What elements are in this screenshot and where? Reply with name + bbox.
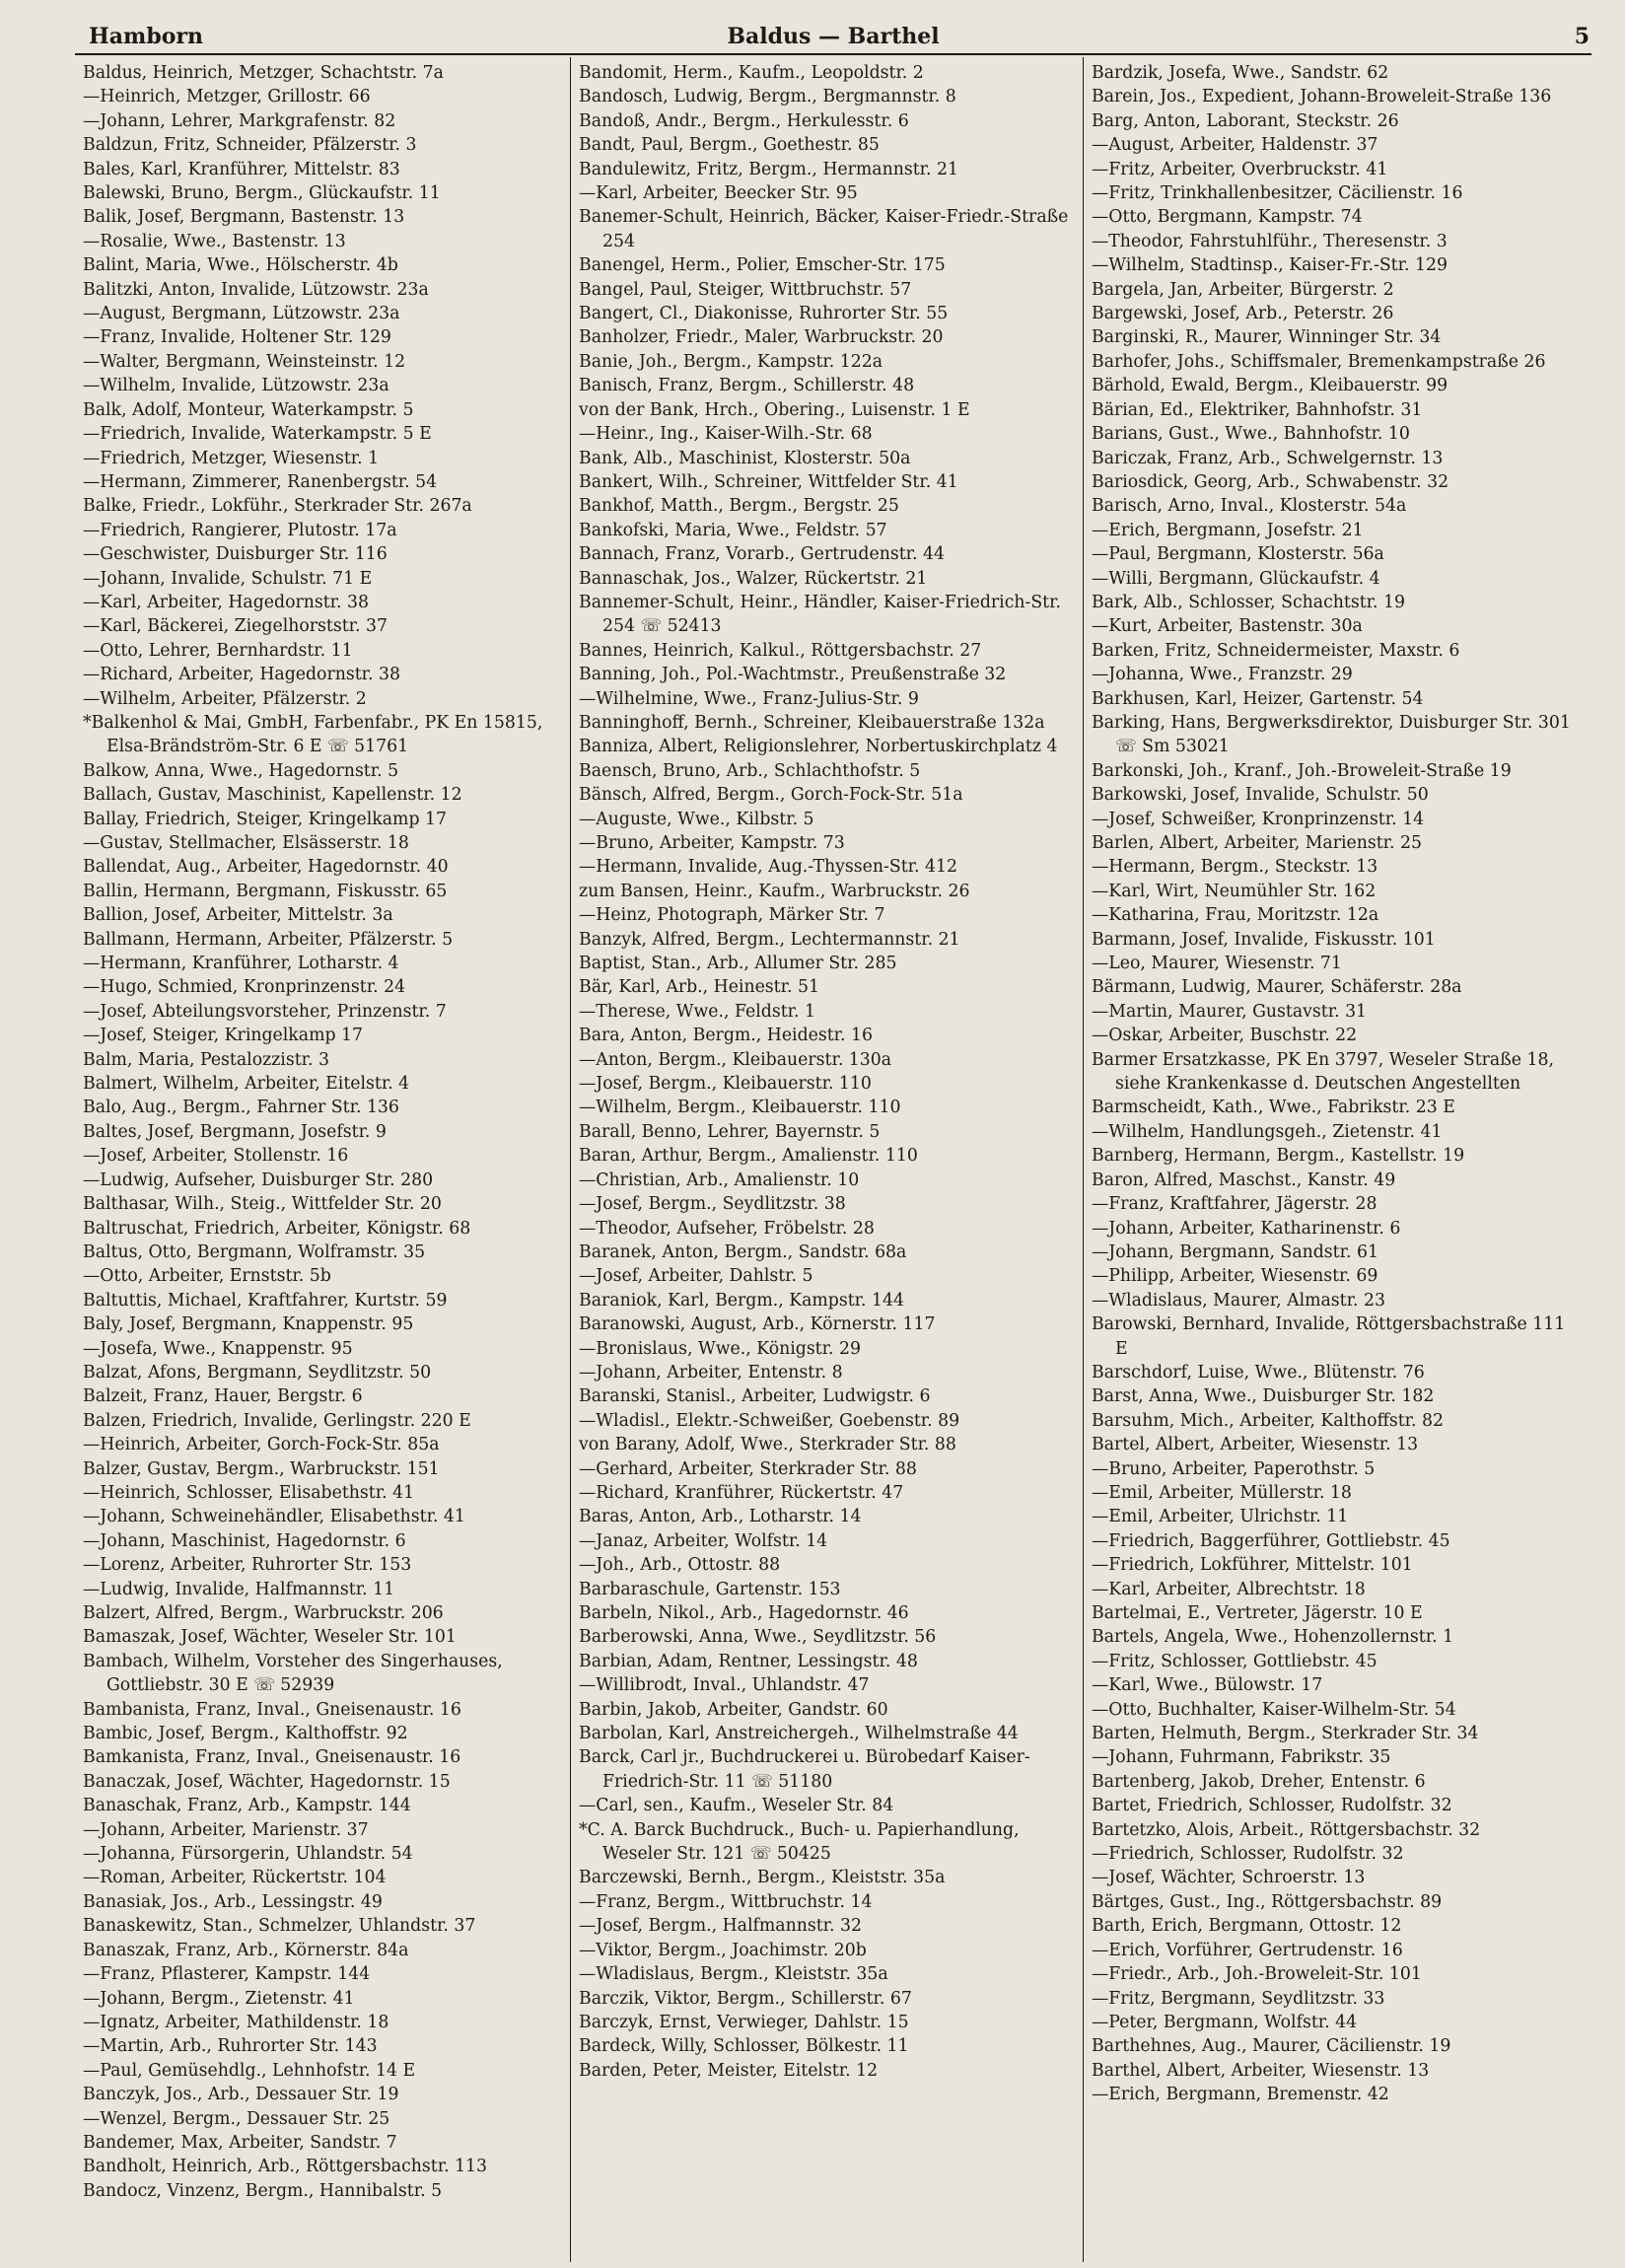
directory-entry: —Martin, Maurer, Gustavstr. 31 <box>1092 1001 1368 1022</box>
directory-entry: —Rosalie, Wwe., Bastenstr. 13 <box>83 231 346 251</box>
directory-entry: —Erich, Vorführer, Gertrudenstr. 16 <box>1092 1940 1403 1960</box>
directory-entry: Ballmann, Hermann, Arbeiter, Pfälzerstr. 5 <box>83 929 454 950</box>
directory-entry: Barczik, Viktor, Bergm., Schillerstr. 67 <box>579 1988 912 2009</box>
directory-entry: Banaschak, Franz, Arb., Kampstr. 144 <box>83 1796 411 1816</box>
directory-entry: Balkow, Anna, Wwe., Hagedornstr. 5 <box>83 760 399 781</box>
directory-entry: —Bronislaus, Wwe., Königstr. 29 <box>579 1338 861 1359</box>
directory-entry: —Otto, Buchhalter, Kaiser-Wilhelm-Str. 54 <box>1092 1699 1456 1720</box>
directory-entry: —Auguste, Wwe., Kilbstr. 5 <box>579 809 814 829</box>
directory-entry: Bangert, Cl., Diakonisse, Ruhrorter Str. 55 <box>579 304 949 324</box>
directory-entry: Banemer-Schult, Heinrich, Bäcker, Kaiser-Friedr.-Straße 254 <box>579 207 1069 251</box>
directory-entry: —Roman, Arbeiter, Rückertstr. 104 <box>83 1868 387 1888</box>
directory-entry: Baras, Anton, Arb., Lotharstr. 14 <box>579 1507 862 1527</box>
directory-entry: Bannach, Franz, Vorarb., Gertrudenstr. 44 <box>579 544 945 565</box>
directory-entry: —Anton, Bergm., Kleibauerstr. 130a <box>579 1049 892 1070</box>
directory-entry: Barking, Hans, Bergwerksdirektor, Duisburger Str. 301 ☏ Sm 53021 <box>1092 712 1571 757</box>
directory-entry: —Katharina, Frau, Moritzstr. 12a <box>1092 905 1379 926</box>
column-1 <box>75 57 570 2262</box>
directory-entry: —Franz, Invalide, Holtener Str. 129 <box>83 327 391 348</box>
directory-entry: —Gerhard, Arbeiter, Sterkrader Str. 88 <box>579 1458 917 1479</box>
directory-entry: Bamaszak, Josef, Wächter, Weseler Str. 101 <box>83 1627 457 1648</box>
directory-entry: Bärmann, Ludwig, Maurer, Schäferstr. 28a <box>1092 977 1462 998</box>
directory-entry: Bartels, Angela, Wwe., Hohenzollernstr. 1 <box>1092 1627 1454 1648</box>
directory-entry: —Emil, Arbeiter, Ulrichstr. 11 <box>1092 1507 1349 1527</box>
directory-entry: —Carl, sen., Kaufm., Weseler Str. 84 <box>579 1796 894 1816</box>
directory-entry: —Walter, Bergmann, Weinsteinstr. 12 <box>83 351 406 372</box>
directory-entry: Bankhof, Matth., Bergm., Bergstr. 25 <box>579 496 899 517</box>
directory-entry: —Johann, Arbeiter, Katharinenstr. 6 <box>1092 1218 1401 1239</box>
directory-entry: —Josef, Schweißer, Kronprinzenstr. 14 <box>1092 809 1425 829</box>
directory-entry: —Karl, Arbeiter, Beecker Str. 95 <box>579 183 858 204</box>
directory-entry: —Hermann, Zimmerer, Ranenbergstr. 54 <box>83 471 438 492</box>
directory-entry: —Wladisl., Elektr.-Schweißer, Goebenstr. 89 <box>579 1410 960 1431</box>
directory-entry: Barein, Jos., Expedient, Johann-Broweleit-Straße 136 <box>1092 87 1552 107</box>
directory-entry: Barthehnes, Aug., Maurer, Cäcilienstr. 19 <box>1092 2036 1451 2057</box>
directory-entry: Balthasar, Wilh., Steig., Wittfelder Str. 20 <box>83 1194 442 1215</box>
directory-entry: —Wilhelm, Stadtinsp., Kaiser-Fr.-Str. 129 <box>1092 255 1448 276</box>
directory-entry: Baron, Alfred, Maschst., Kanstr. 49 <box>1092 1169 1396 1190</box>
directory-entry: Banie, Joh., Bergm., Kampstr. 122a <box>579 351 883 372</box>
directory-entry: —Josef, Bergm., Kleibauerstr. 110 <box>579 1074 872 1095</box>
directory-entry: Ballendat, Aug., Arbeiter, Hagedornstr. 40 <box>83 857 449 878</box>
directory-entry: Bardeck, Willy, Schlosser, Bölkestr. 11 <box>579 2036 909 2057</box>
directory-entry: —Gustav, Stellmacher, Elsässerstr. 18 <box>83 833 409 853</box>
directory-entry: —Philipp, Arbeiter, Wiesenstr. 69 <box>1092 1266 1378 1287</box>
directory-entry: Bambanista, Franz, Inval., Gneisenaustr. 16 <box>83 1699 461 1720</box>
directory-entry: Barth, Erich, Bergmann, Ottostr. 12 <box>1092 1916 1402 1937</box>
directory-entry: Balzen, Friedrich, Invalide, Gerlingstr. 220 E <box>83 1410 471 1431</box>
entry-columns <box>75 57 1591 2262</box>
directory-entry: Bandosch, Ludwig, Bergm., Bergmannstr. 8 <box>579 87 956 107</box>
directory-entry: Bargela, Jan, Arbeiter, Bürgerstr. 2 <box>1092 279 1394 300</box>
directory-entry: Bambic, Josef, Bergm., Kalthoffstr. 92 <box>83 1724 408 1744</box>
directory-entry: —Bruno, Arbeiter, Kampstr. 73 <box>579 833 845 853</box>
directory-entry: Barberowski, Anna, Wwe., Seydlitzstr. 56 <box>579 1627 937 1648</box>
directory-entry: Barmann, Josef, Invalide, Fiskusstr. 101 <box>1092 929 1436 950</box>
directory-entry: —Heinrich, Schlosser, Elisabethstr. 41 <box>83 1482 415 1503</box>
directory-entry: —Theodor, Aufseher, Fröbelstr. 28 <box>579 1218 875 1239</box>
directory-entry: Balm, Maria, Pestalozzistr. 3 <box>83 1049 329 1070</box>
directory-entry: Bardzik, Josefa, Wwe., Sandstr. 62 <box>1092 63 1389 83</box>
directory-entry: Banaszak, Franz, Arb., Körnerstr. 84a <box>83 1940 409 1960</box>
directory-entry: Barians, Gust., Wwe., Bahnhofstr. 10 <box>1092 424 1410 445</box>
directory-entry: Bandt, Paul, Bergm., Goethestr. 85 <box>579 135 880 156</box>
directory-entry: Barst, Anna, Wwe., Duisburger Str. 182 <box>1092 1386 1435 1407</box>
directory-entry: —Fritz, Bergmann, Seydlitzstr. 33 <box>1092 1988 1385 2009</box>
directory-entry: Bartelmai, E., Vertreter, Jägerstr. 10 E <box>1092 1603 1423 1623</box>
directory-entry: —Hermann, Kranführer, Lotharstr. 4 <box>83 954 399 974</box>
directory-entry: Balzer, Gustav, Bergm., Warbruckstr. 151 <box>83 1458 440 1479</box>
directory-entry: —Johann, Schweinehändler, Elisabethstr. 41 <box>83 1507 465 1527</box>
header-city: Hamborn <box>89 24 203 49</box>
directory-entry: —Johann, Arbeiter, Entenstr. 8 <box>579 1362 843 1382</box>
directory-entry: Bandocz, Vinzenz, Bergm., Hannibalstr. 5 <box>83 2180 443 2201</box>
directory-entry: Bannaschak, Jos., Walzer, Rückertstr. 21 <box>579 568 928 589</box>
directory-entry: —Franz, Bergm., Wittbruchstr. 14 <box>579 1891 873 1912</box>
directory-entry: —Leo, Maurer, Wiesenstr. 71 <box>1092 954 1342 974</box>
directory-entry: —Richard, Arbeiter, Hagedornstr. 38 <box>83 665 400 685</box>
directory-entry: Barken, Fritz, Schneidermeister, Maxstr. 6 <box>1092 640 1460 661</box>
directory-entry: —Josef, Arbeiter, Dahlstr. 5 <box>579 1266 813 1287</box>
directory-entry: —Franz, Kraftfahrer, Jägerstr. 28 <box>1092 1194 1378 1215</box>
directory-entry: Balint, Maria, Wwe., Hölscherstr. 4b <box>83 255 398 276</box>
directory-entry: —Emil, Arbeiter, Müllerstr. 18 <box>1092 1482 1352 1503</box>
directory-entry: —Johann, Fuhrmann, Fabrikstr. 35 <box>1092 1747 1391 1768</box>
directory-entry: —Fritz, Arbeiter, Overbruckstr. 41 <box>1092 159 1388 179</box>
directory-entry: Barkhusen, Karl, Heizer, Gartenstr. 54 <box>1092 688 1424 709</box>
directory-entry: —Johanna, Fürsorgerin, Uhlandstr. 54 <box>83 1844 413 1865</box>
directory-entry: Banninghoff, Bernh., Schreiner, Kleibauerstraße 132a <box>579 712 1045 733</box>
directory-entry: Baltus, Otto, Bergmann, Wolframstr. 35 <box>83 1241 426 1262</box>
directory-entry: Baptist, Stan., Arb., Allumer Str. 285 <box>579 954 897 974</box>
directory-entry: Bänsch, Alfred, Bergm., Gorch-Fock-Str. 51a <box>579 785 963 806</box>
directory-entry: Bamkanista, Franz, Inval., Gneisenaustr. 16 <box>83 1747 461 1768</box>
directory-entry: —Willibrodt, Inval., Uhlandstr. 47 <box>579 1675 870 1696</box>
directory-entry: —Otto, Bergmann, Kampstr. 74 <box>1092 207 1363 228</box>
directory-entry: —Wilhelm, Bergm., Kleibauerstr. 110 <box>579 1098 901 1118</box>
column-2 <box>570 57 1083 2262</box>
directory-entry: Bärian, Ed., Elektriker, Bahnhofstr. 31 <box>1092 399 1423 420</box>
directory-entry: Barginski, R., Maurer, Winninger Str. 34 <box>1092 327 1442 348</box>
directory-entry: Bannemer-Schult, Heinr., Händler, Kaiser-Friedrich-Str. 254 ☏ 52413 <box>579 592 1061 637</box>
directory-entry: von der Bank, Hrch., Obering., Luisenstr. 1 E <box>579 399 970 420</box>
directory-entry: Bandemer, Max, Arbeiter, Sandstr. 7 <box>83 2132 397 2153</box>
page-number: 5 <box>1574 24 1590 49</box>
directory-entry: Baranek, Anton, Bergm., Sandstr. 68a <box>579 1241 907 1262</box>
directory-entry: —Karl, Arbeiter, Hagedornstr. 38 <box>83 592 370 612</box>
directory-entry: Banzyk, Alfred, Bergm., Lechtermannstr. 21 <box>579 929 960 950</box>
directory-entry: Balmert, Wilhelm, Arbeiter, Eitelstr. 4 <box>83 1074 410 1095</box>
directory-entry: —Wilhelm, Invalide, Lützowstr. 23a <box>83 376 389 396</box>
directory-entry: —Fritz, Trinkhallenbesitzer, Cäcilienstr. 16 <box>1092 183 1463 204</box>
directory-entry: Balzat, Afons, Bergmann, Seydlitzstr. 50 <box>83 1362 432 1382</box>
directory-entry: Bambach, Wilhelm, Vorsteher des Singerhauses, Gottliebstr. 30 E ☏ 52939 <box>83 1651 503 1696</box>
directory-entry: —Janaz, Arbeiter, Wolfstr. 14 <box>579 1530 828 1551</box>
directory-entry: —Friedrich, Metzger, Wiesenstr. 1 <box>83 448 380 468</box>
directory-entry: —Heinrich, Metzger, Grillostr. 66 <box>83 87 371 107</box>
directory-entry: —Karl, Wirt, Neumühler Str. 162 <box>1092 881 1377 901</box>
directory-entry: —Wilhelmine, Wwe., Franz-Julius-Str. 9 <box>579 688 919 709</box>
directory-entry: Banasiak, Jos., Arb., Lessingstr. 49 <box>83 1891 383 1912</box>
directory-entry: —Otto, Arbeiter, Ernststr. 5b <box>83 1266 331 1287</box>
directory-entry: Balzeit, Franz, Hauer, Bergstr. 6 <box>83 1386 363 1407</box>
directory-entry: —August, Bergmann, Lützowstr. 23a <box>83 304 400 324</box>
directory-entry: —Kurt, Arbeiter, Bastenstr. 30a <box>1092 616 1363 637</box>
directory-entry: Barsuhm, Mich., Arbeiter, Kalthoffstr. 82 <box>1092 1410 1444 1431</box>
directory-entry: —Johann, Bergmann, Sandstr. 61 <box>1092 1241 1378 1262</box>
directory-entry: —Geschwister, Duisburger Str. 116 <box>83 544 388 565</box>
directory-entry: —Friedrich, Schlosser, Rudolfstr. 32 <box>1092 1844 1404 1865</box>
directory-entry: Baltes, Josef, Bergmann, Josefstr. 9 <box>83 1121 387 1142</box>
directory-entry: Bär, Karl, Arb., Heinestr. 51 <box>579 977 819 998</box>
directory-entry: —Josef, Arbeiter, Stollenstr. 16 <box>83 1146 349 1167</box>
directory-entry: von Barany, Adolf, Wwe., Sterkrader Str. 88 <box>579 1435 956 1455</box>
directory-entry: —Friedr., Arb., Joh.-Broweleit-Str. 101 <box>1092 1964 1422 1985</box>
header-name-range: Baldus — Barthel <box>727 24 940 49</box>
directory-entry: Barthel, Albert, Arbeiter, Wiesenstr. 13 <box>1092 2060 1430 2081</box>
directory-entry: Bandoß, Andr., Bergm., Herkulesstr. 6 <box>579 110 909 131</box>
directory-entry: Baran, Arthur, Bergm., Amalienstr. 110 <box>579 1146 918 1167</box>
directory-entry: Barall, Benno, Lehrer, Bayernstr. 5 <box>579 1121 881 1142</box>
directory-entry: Bales, Karl, Kranführer, Mittelstr. 83 <box>83 159 400 179</box>
directory-entry: Baensch, Bruno, Arb., Schlachthofstr. 5 <box>579 760 921 781</box>
directory-entry: Barbeln, Nikol., Arb., Hagedornstr. 46 <box>579 1603 909 1623</box>
directory-entry: *C. A. Barck Buchdruck., Buch- u. Papierhandlung, Weseler Str. 121 ☏ 50425 <box>579 1819 1020 1865</box>
directory-entry: Barbin, Jakob, Arbeiter, Gandstr. 60 <box>579 1699 888 1720</box>
directory-entry: Bark, Alb., Schlosser, Schachtstr. 19 <box>1092 592 1406 612</box>
directory-entry: Balzert, Alfred, Bergm., Warbruckstr. 206 <box>83 1603 444 1623</box>
directory-entry: —Friedrich, Lokführer, Mittelstr. 101 <box>1092 1555 1413 1576</box>
directory-entry: Bargewski, Josef, Arb., Peterstr. 26 <box>1092 304 1394 324</box>
directory-entry: Bara, Anton, Bergm., Heidestr. 16 <box>579 1026 874 1046</box>
directory-entry: Ballion, Josef, Arbeiter, Mittelstr. 3a <box>83 905 393 926</box>
directory-entry: —Paul, Gemüsehdlg., Lehnhofstr. 14 E <box>83 2060 416 2081</box>
directory-entry: Balewski, Bruno, Bergm., Glückaufstr. 11 <box>83 183 441 204</box>
directory-entry: —Hugo, Schmied, Kronprinzenstr. 24 <box>83 977 406 998</box>
directory-entry: —Wladislaus, Maurer, Almastr. 23 <box>1092 1290 1385 1311</box>
directory-entry: —Josef, Bergm., Seydlitzstr. 38 <box>579 1194 846 1215</box>
directory-entry: Bärhold, Ewald, Bergm., Kleibauerstr. 99 <box>1092 376 1448 396</box>
directory-entry: Bandholt, Heinrich, Arb., Röttgersbachstr. 113 <box>83 2157 488 2177</box>
directory-entry: —Ludwig, Invalide, Halfmannstr. 11 <box>83 1579 395 1599</box>
directory-entry: Banning, Joh., Pol.-Wachtmstr., Preußenstraße 32 <box>579 665 1007 685</box>
directory-entry: —Wilhelm, Arbeiter, Pfälzerstr. 2 <box>83 688 367 709</box>
directory-entry: Bangel, Paul, Steiger, Wittbruchstr. 57 <box>579 279 912 300</box>
directory-entry: —Christian, Arb., Amalienstr. 10 <box>579 1169 860 1190</box>
directory-entry: Bandomit, Herm., Kaufm., Leopoldstr. 2 <box>579 63 924 83</box>
directory-entry: Barlen, Albert, Arbeiter, Marienstr. 25 <box>1092 833 1422 853</box>
directory-entry: —Peter, Bergmann, Wolfstr. 44 <box>1092 2012 1358 2032</box>
directory-entry: —Wladislaus, Bergm., Kleiststr. 35a <box>579 1964 888 1985</box>
directory-entry: Barisch, Arno, Inval., Klosterstr. 54a <box>1092 496 1407 517</box>
directory-entry: zum Bansen, Heinr., Kaufm., Warbruckstr. 26 <box>579 881 970 901</box>
directory-entry: Barowski, Bernhard, Invalide, Röttgersbachstraße 111 E <box>1092 1314 1566 1359</box>
directory-entry: Bank, Alb., Maschinist, Klosterstr. 50a <box>579 448 911 468</box>
directory-entry: —Johann, Lehrer, Markgrafenstr. 82 <box>83 110 396 131</box>
directory-entry: —Heinz, Photograph, Märker Str. 7 <box>579 905 885 926</box>
directory-entry: Bankofski, Maria, Wwe., Feldstr. 57 <box>579 520 887 540</box>
directory-entry: Barschdorf, Luise, Wwe., Blütenstr. 76 <box>1092 1362 1425 1382</box>
directory-entry: Banczyk, Jos., Arb., Dessauer Str. 19 <box>83 2085 399 2105</box>
directory-entry: —Therese, Wwe., Feldstr. 1 <box>579 1001 816 1022</box>
directory-entry: Barck, Carl jr., Buchdruckerei u. Bürobedarf Kaiser-Friedrich-Str. 11 ☏ 51180 <box>579 1747 1030 1792</box>
directory-entry: —Heinr., Ing., Kaiser-Wilh.-Str. 68 <box>579 424 873 445</box>
directory-entry: —Josefa, Wwe., Knappenstr. 95 <box>83 1338 353 1359</box>
directory-entry: —Josef, Wächter, Schroerstr. 13 <box>1092 1868 1366 1888</box>
directory-entry: —Oskar, Arbeiter, Buschstr. 22 <box>1092 1026 1358 1046</box>
directory-entry: Banaczak, Josef, Wächter, Hagedornstr. 15 <box>83 1771 451 1792</box>
directory-entry: —Friedrich, Rangierer, Plutostr. 17a <box>83 520 397 540</box>
directory-entry: —Paul, Bergmann, Klosterstr. 56a <box>1092 544 1384 565</box>
directory-entry: —Johann, Arbeiter, Marienstr. 37 <box>83 1819 369 1840</box>
directory-entry: Bariosdick, Georg, Arb., Schwabenstr. 32 <box>1092 471 1449 492</box>
directory-entry: Bartenberg, Jakob, Dreher, Entenstr. 6 <box>1092 1771 1426 1792</box>
directory-entry: —Otto, Lehrer, Bernhardstr. 11 <box>83 640 353 661</box>
directory-entry: —Heinrich, Arbeiter, Gorch-Fock-Str. 85a <box>83 1435 440 1455</box>
directory-entry: —Hermann, Bergm., Steckstr. 13 <box>1092 857 1378 878</box>
directory-entry: —Wilhelm, Handlungsgeh., Zietenstr. 41 <box>1092 1121 1443 1142</box>
directory-entry: Baranowski, August, Arb., Körnerstr. 117 <box>579 1314 936 1335</box>
directory-entry: Barbaraschule, Gartenstr. 153 <box>579 1579 841 1599</box>
directory-entry: Bannes, Heinrich, Kalkul., Röttgersbachstr. 27 <box>579 640 982 661</box>
directory-entry: Bankert, Wilh., Schreiner, Wittfelder Str. 41 <box>579 471 958 492</box>
directory-entry: —Martin, Arb., Ruhrorter Str. 143 <box>83 2036 378 2057</box>
directory-entry: —Erich, Bergmann, Josefstr. 21 <box>1092 520 1364 540</box>
directory-entry: Barmer Ersatzkasse, PK En 3797, Weseler Straße 18, siehe Krankenkasse d. Deutschen Angestellten <box>1092 1049 1554 1095</box>
directory-entry: —Johanna, Wwe., Franzstr. 29 <box>1092 665 1353 685</box>
directory-entry: —Josef, Steiger, Kringelkamp 17 <box>83 1026 364 1046</box>
directory-entry: —Lorenz, Arbeiter, Ruhrorter Str. 153 <box>83 1555 412 1576</box>
directory-entry: Balk, Adolf, Monteur, Waterkampstr. 5 <box>83 399 414 420</box>
directory-entry: Banniza, Albert, Religionslehrer, Norbertuskirchplatz 4 <box>579 737 1058 757</box>
directory-entry: —Karl, Bäckerei, Ziegelhorststr. 37 <box>83 616 388 637</box>
directory-entry: Barbolan, Karl, Anstreichergeh., Wilhelmstraße 44 <box>579 1724 1019 1744</box>
directory-entry: —Karl, Wwe., Bülowstr. 17 <box>1092 1675 1323 1696</box>
directory-entry: —Johann, Invalide, Schulstr. 71 E <box>83 568 373 589</box>
directory-entry: —Willi, Bergmann, Glückaufstr. 4 <box>1092 568 1380 589</box>
directory-entry: Baldzun, Fritz, Schneider, Pfälzerstr. 3 <box>83 135 417 156</box>
directory-entry: Ballin, Hermann, Bergmann, Fiskusstr. 65 <box>83 881 448 901</box>
directory-entry: Banaskewitz, Stan., Schmelzer, Uhlandstr. 37 <box>83 1916 476 1937</box>
directory-entry: —Hermann, Invalide, Aug.-Thyssen-Str. 412 <box>579 857 957 878</box>
directory-entry: *Balkenhol & Mai, GmbH, Farbenfabr., PK En 15815, Elsa-Brändström-Str. 6 E ☏ 51761 <box>83 712 543 757</box>
directory-entry: Ballay, Friedrich, Steiger, Kringelkamp 17 <box>83 809 447 829</box>
directory-entry: Barkonski, Joh., Kranf., Joh.-Broweleit-Straße 19 <box>1092 760 1512 781</box>
directory-entry: Bartel, Albert, Arbeiter, Wiesenstr. 13 <box>1092 1435 1419 1455</box>
directory-entry: —Friedrich, Invalide, Waterkampstr. 5 E <box>83 424 432 445</box>
directory-entry: Barg, Anton, Laborant, Steckstr. 26 <box>1092 110 1399 131</box>
directory-entry: Barhofer, Johs., Schiffsmaler, Bremenkampstraße 26 <box>1092 351 1546 372</box>
directory-entry: Barbian, Adam, Rentner, Lessingstr. 48 <box>579 1651 918 1671</box>
directory-entry: Barnberg, Hermann, Bergm., Kastellstr. 19 <box>1092 1146 1465 1167</box>
directory-entry: Baly, Josef, Bergmann, Knappenstr. 95 <box>83 1314 414 1335</box>
column-3 <box>1083 57 1584 2262</box>
directory-entry: —Karl, Arbeiter, Albrechtstr. 18 <box>1092 1579 1366 1599</box>
directory-entry: —Viktor, Bergm., Joachimstr. 20b <box>579 1940 867 1960</box>
directory-entry: Balke, Friedr., Lokführ., Sterkrader Str. 267a <box>83 496 472 517</box>
page-header <box>75 20 1591 55</box>
directory-entry: —Richard, Kranführer, Rückertstr. 47 <box>579 1482 904 1503</box>
directory-entry: Bartetzko, Alois, Arbeit., Röttgersbachstr. 32 <box>1092 1819 1481 1840</box>
directory-entry: Barczyk, Ernst, Verwieger, Dahlstr. 15 <box>579 2012 909 2032</box>
directory-entry: Barten, Helmuth, Bergm., Sterkrader Str. 34 <box>1092 1724 1479 1744</box>
directory-entry: Bariczak, Franz, Arb., Schwelgernstr. 13 <box>1092 448 1444 468</box>
directory-entry: —Bruno, Arbeiter, Paperothstr. 5 <box>1092 1458 1376 1479</box>
directory-entry: Balitzki, Anton, Invalide, Lützowstr. 23a <box>83 279 429 300</box>
directory-entry: —Ludwig, Aufseher, Duisburger Str. 280 <box>83 1169 434 1190</box>
directory-entry: Banengel, Herm., Polier, Emscher-Str. 175 <box>579 255 946 276</box>
directory-entry: Barmscheidt, Kath., Wwe., Fabrikstr. 23 E <box>1092 1098 1455 1118</box>
directory-entry: Baltuttis, Michael, Kraftfahrer, Kurtstr. 59 <box>83 1290 448 1311</box>
directory-entry: Ballach, Gustav, Maschinist, Kapellenstr. 12 <box>83 785 462 806</box>
directory-entry: Bartet, Friedrich, Schlosser, Rudolfstr. 32 <box>1092 1796 1452 1816</box>
directory-entry: Banholzer, Friedr., Maler, Warbruckstr. 20 <box>579 327 944 348</box>
directory-entry: —Franz, Pflasterer, Kampstr. 144 <box>83 1964 371 1985</box>
directory-entry: Barkowski, Josef, Invalide, Schulstr. 50 <box>1092 785 1429 806</box>
directory-entry: Banisch, Franz, Bergm., Schillerstr. 48 <box>579 376 915 396</box>
directory-entry: —Theodor, Fahrstuhlführ., Theresenstr. 3 <box>1092 231 1448 251</box>
directory-entry: —Joh., Arb., Ottostr. 88 <box>579 1555 781 1576</box>
directory-entry: —August, Arbeiter, Haldenstr. 37 <box>1092 135 1378 156</box>
directory-entry: —Erich, Bergmann, Bremenstr. 42 <box>1092 2085 1389 2105</box>
directory-entry: Bärtges, Gust., Ing., Röttgersbachstr. 89 <box>1092 1891 1443 1912</box>
directory-entry: —Johann, Maschinist, Hagedornstr. 6 <box>83 1530 406 1551</box>
directory-entry: Baldus, Heinrich, Metzger, Schachtstr. 7a <box>83 63 444 83</box>
directory-entry: Balo, Aug., Bergm., Fahrner Str. 136 <box>83 1098 399 1118</box>
directory-entry: Balik, Josef, Bergmann, Bastenstr. 13 <box>83 207 405 228</box>
directory-entry: —Fritz, Schlosser, Gottliebstr. 45 <box>1092 1651 1378 1671</box>
directory-entry: —Friedrich, Baggerführer, Gottliebstr. 45 <box>1092 1530 1450 1551</box>
directory-entry: Barczewski, Bernh., Bergm., Kleiststr. 35a <box>579 1868 946 1888</box>
directory-entry: Bandulewitz, Fritz, Bergm., Hermannstr. 21 <box>579 159 959 179</box>
directory-entry: Barden, Peter, Meister, Eitelstr. 12 <box>579 2060 879 2081</box>
directory-entry: Baranski, Stanisl., Arbeiter, Ludwigstr. 6 <box>579 1386 931 1407</box>
directory-entry: —Ignatz, Arbeiter, Mathildenstr. 18 <box>83 2012 389 2032</box>
directory-entry: —Wenzel, Bergm., Dessauer Str. 25 <box>83 2108 390 2129</box>
directory-entry: Baltruschat, Friedrich, Arbeiter, Königstr. 68 <box>83 1218 471 1239</box>
directory-entry: —Josef, Bergm., Halfmannstr. 32 <box>579 1916 862 1937</box>
directory-entry: —Josef, Abteilungsvorsteher, Prinzenstr. 7 <box>83 1001 447 1022</box>
directory-entry: —Johann, Bergm., Zietenstr. 41 <box>83 1988 355 2009</box>
directory-entry: Baraniok, Karl, Bergm., Kampstr. 144 <box>579 1290 904 1311</box>
